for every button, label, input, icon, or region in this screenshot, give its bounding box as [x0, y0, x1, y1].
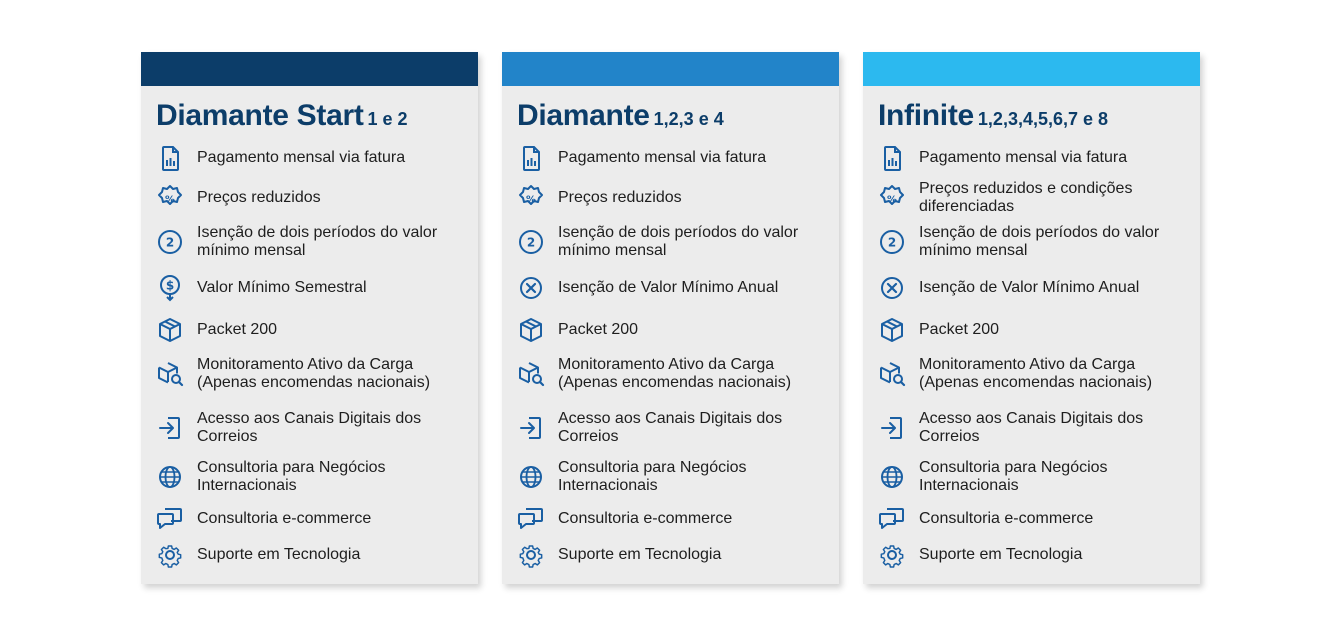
feature-label: Acesso aos Canais Digitais dos Correios	[919, 410, 1144, 445]
chat-icon	[877, 504, 907, 534]
invoice-icon	[155, 143, 185, 173]
feature-label: Isenção de Valor Mínimo Anual	[558, 279, 779, 296]
plan-levels: 1,2,3,4,5,6,7 e 8	[977, 109, 1109, 129]
globe-icon	[877, 462, 907, 492]
feature-label: Isenção de dois períodos do valor mínimo mensal	[919, 224, 1160, 259]
package-icon	[155, 315, 185, 345]
feature-item	[877, 270, 1192, 306]
feature-label: Pagamento mensal via fatura	[197, 149, 406, 166]
feature-label: Consultoria para Negócios Internacionais	[558, 459, 747, 494]
plan-title	[156, 99, 408, 133]
feature-item	[877, 459, 1192, 495]
package-icon	[516, 315, 546, 345]
svg-text:$: $	[165, 278, 175, 293]
discount-badge-icon	[877, 183, 907, 213]
feature-label: Consultoria e-commerce	[919, 510, 1094, 527]
svg-text:%: %	[164, 194, 176, 206]
feature-label: Packet 200	[197, 321, 278, 338]
plan-name: Infinite	[878, 99, 974, 132]
feature-item	[877, 224, 1192, 260]
login-icon	[155, 413, 185, 443]
close-circle-icon	[877, 273, 907, 303]
feature-label: Consultoria para Negócios Internacionais	[919, 459, 1108, 494]
dollar-down-icon	[155, 273, 185, 303]
feature-label: Isenção de dois períodos do valor mínimo mensal	[558, 224, 799, 259]
plan-name: Diamante	[517, 99, 650, 132]
feature-item	[155, 356, 470, 392]
package-search-icon	[877, 359, 907, 389]
feature-item	[155, 140, 470, 176]
feature-item	[516, 270, 831, 306]
feature-item	[155, 270, 470, 306]
plan-card-3	[863, 52, 1200, 584]
feature-label: Suporte em Tecnologia	[919, 546, 1083, 563]
feature-item	[877, 356, 1192, 392]
number-two-icon	[155, 227, 185, 257]
gear-icon	[155, 540, 185, 570]
feature-item	[155, 459, 470, 495]
feature-label: Isenção de dois períodos do valor mínimo mensal	[197, 224, 438, 259]
discount-badge-icon	[516, 183, 546, 213]
feature-item	[516, 312, 831, 348]
package-search-icon	[155, 359, 185, 389]
feature-label: Monitoramento Ativo da Carga (Apenas encomendas nacionais)	[558, 356, 792, 391]
plan-card-1	[141, 52, 478, 584]
feature-item	[155, 537, 470, 573]
svg-text:%: %	[525, 194, 537, 206]
invoice-icon	[877, 143, 907, 173]
gear-icon	[516, 540, 546, 570]
feature-label: Consultoria para Negócios Internacionais	[197, 459, 386, 494]
feature-label: Suporte em Tecnologia	[197, 546, 361, 563]
gear-icon	[877, 540, 907, 570]
feature-item	[877, 180, 1192, 216]
feature-label: Acesso aos Canais Digitais dos Correios	[197, 410, 422, 445]
discount-badge-icon	[155, 183, 185, 213]
plan-card-header	[141, 52, 478, 86]
feature-item	[516, 180, 831, 216]
feature-item	[516, 459, 831, 495]
plan-title	[878, 99, 1108, 133]
feature-label: Preços reduzidos e condições diferenciadas	[919, 180, 1133, 215]
svg-text:2: 2	[887, 235, 897, 250]
feature-item	[155, 501, 470, 537]
feature-item	[516, 224, 831, 260]
chat-icon	[155, 504, 185, 534]
feature-label: Consultoria e-commerce	[558, 510, 733, 527]
chat-icon	[516, 504, 546, 534]
plan-card-2	[502, 52, 839, 584]
plan-card-header	[502, 52, 839, 86]
package-icon	[877, 315, 907, 345]
feature-label: Pagamento mensal via fatura	[558, 149, 767, 166]
feature-label: Packet 200	[919, 321, 1000, 338]
feature-item	[516, 537, 831, 573]
feature-label: Consultoria e-commerce	[197, 510, 372, 527]
feature-item	[877, 140, 1192, 176]
feature-label: Isenção de Valor Mínimo Anual	[919, 279, 1140, 296]
feature-item	[155, 180, 470, 216]
feature-label: Monitoramento Ativo da Carga (Apenas encomendas nacionais)	[919, 356, 1153, 391]
feature-label: Pagamento mensal via fatura	[919, 149, 1128, 166]
svg-text:2: 2	[165, 235, 175, 250]
feature-item	[155, 224, 470, 260]
number-two-icon	[877, 227, 907, 257]
close-circle-icon	[516, 273, 546, 303]
feature-item	[516, 140, 831, 176]
feature-item	[155, 312, 470, 348]
plan-levels: 1,2,3 e 4	[653, 109, 724, 129]
feature-label: Suporte em Tecnologia	[558, 546, 722, 563]
feature-label: Acesso aos Canais Digitais dos Correios	[558, 410, 783, 445]
feature-label: Monitoramento Ativo da Carga (Apenas encomendas nacionais)	[197, 356, 431, 391]
feature-label: Preços reduzidos	[558, 189, 682, 206]
feature-item	[877, 410, 1192, 446]
plan-card-header	[863, 52, 1200, 86]
number-two-icon	[516, 227, 546, 257]
feature-label: Preços reduzidos	[197, 189, 321, 206]
globe-icon	[155, 462, 185, 492]
plan-title	[517, 99, 724, 133]
plan-name: Diamante Start	[156, 99, 364, 132]
feature-item	[877, 537, 1192, 573]
feature-label: Packet 200	[558, 321, 639, 338]
invoice-icon	[516, 143, 546, 173]
feature-item	[516, 501, 831, 537]
login-icon	[877, 413, 907, 443]
svg-text:2: 2	[526, 235, 536, 250]
login-icon	[516, 413, 546, 443]
package-search-icon	[516, 359, 546, 389]
feature-label: Valor Mínimo Semestral	[197, 279, 367, 296]
feature-item	[877, 501, 1192, 537]
feature-item	[155, 410, 470, 446]
globe-icon	[516, 462, 546, 492]
plan-levels: 1 e 2	[367, 109, 408, 129]
feature-item	[877, 312, 1192, 348]
feature-item	[516, 356, 831, 392]
svg-text:%: %	[886, 194, 898, 206]
feature-item	[516, 410, 831, 446]
